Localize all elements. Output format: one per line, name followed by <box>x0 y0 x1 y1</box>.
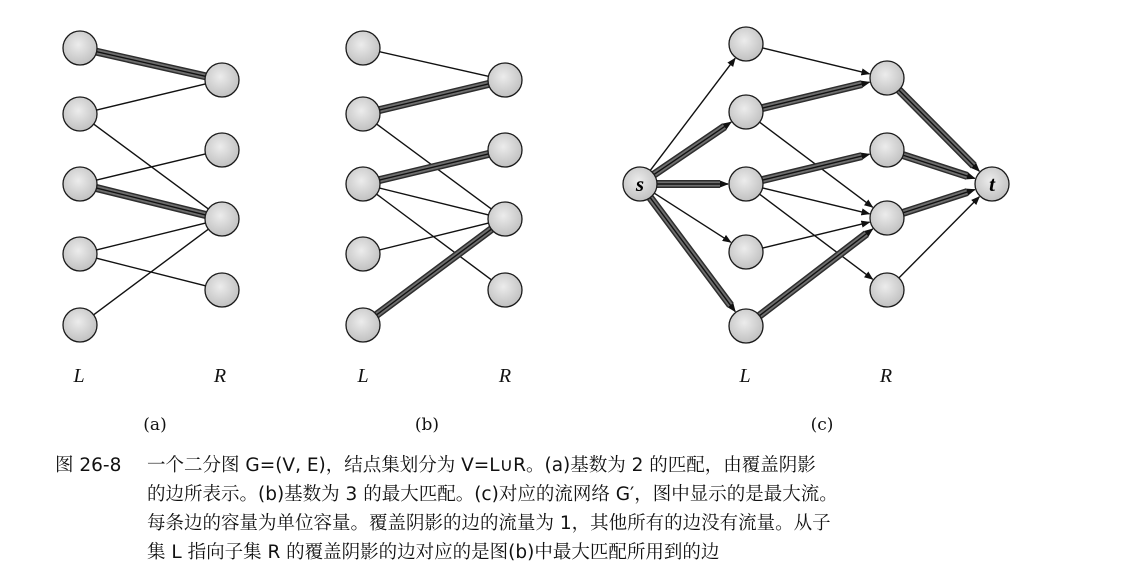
panel-c-left-set-label: L <box>739 365 751 387</box>
node-b-r4 <box>488 273 522 307</box>
node-c-r1 <box>870 61 904 95</box>
node-a-l1 <box>63 31 97 65</box>
edge-c-s-L2-line <box>654 122 731 174</box>
edge-a-L1-R1 <box>97 52 206 77</box>
node-a-l4 <box>63 237 97 271</box>
caption-line-4 <box>55 538 1115 567</box>
node-b-l3-circle <box>346 167 380 201</box>
node-a-l2-circle <box>63 97 97 131</box>
figure-caption <box>55 451 1115 567</box>
node-b-l2-circle <box>346 97 380 131</box>
edge-b-L3-R2 <box>380 154 489 180</box>
panel-a <box>63 31 239 435</box>
node-b-l4-circle <box>346 237 380 271</box>
edge-b-L3-R3 <box>380 188 489 215</box>
node-b-r1 <box>488 63 522 97</box>
edge-a-L5-R3 <box>94 229 209 315</box>
node-c-l1 <box>729 27 763 61</box>
node-a-r4 <box>205 273 239 307</box>
edge-c-s-L1-line <box>650 58 735 170</box>
panel-a-nodes <box>63 31 239 342</box>
edge-c-L3-R2-line <box>763 154 870 180</box>
edge-c-s-L2 <box>654 122 731 174</box>
edge-b-L1-R1 <box>380 52 489 77</box>
panel-a-right-set-label: R <box>213 365 227 387</box>
edge-c-s-L1 <box>650 58 735 170</box>
edge-a-L1-R1-line <box>97 52 206 77</box>
caption-text-4: 集 L 指向子集 R 的覆盖阴影的边对应的是图(b)中最大匹配所用到的边 <box>147 542 720 563</box>
node-c-l2 <box>729 95 763 129</box>
caption-line-1 <box>55 451 1115 480</box>
caption-text-2: 的边所表示。(b)基数为 3 的最大匹配。(c)对应的流网络 G′，图中显示的是最大流。 <box>147 484 838 505</box>
node-b-r3-circle <box>488 202 522 236</box>
edge-c-R3-t <box>903 190 975 213</box>
node-a-r3-circle <box>205 202 239 236</box>
node-c-l3-circle <box>729 167 763 201</box>
panel-b-caption: (b) <box>414 415 440 435</box>
edge-c-L1-R1-line <box>763 48 870 74</box>
edge-a-L3-R2 <box>97 154 206 180</box>
edge-b-L1-R1-line <box>380 52 489 77</box>
node-a-r2-circle <box>205 133 239 167</box>
node-c-l5 <box>729 309 763 343</box>
node-b-l4 <box>346 237 380 271</box>
edge-a-L2-R1 <box>97 84 206 110</box>
edge-a-L3-R2-line <box>97 154 206 180</box>
node-b-l1-circle <box>346 31 380 65</box>
panel-b-right-set-label: R <box>498 365 512 387</box>
node-a-l1-circle <box>63 31 97 65</box>
node-a-l5-circle <box>63 308 97 342</box>
node-b-r3 <box>488 202 522 236</box>
node-c-l2-circle <box>729 95 763 129</box>
edge-c-L5-R3-line <box>759 229 872 316</box>
node-a-r1 <box>205 63 239 97</box>
figure-number: 图 26-8 <box>55 455 122 476</box>
edge-c-L1-R1 <box>763 48 870 74</box>
caption-line-3 <box>55 509 1115 538</box>
node-c-t <box>975 167 1009 201</box>
node-c-r2 <box>870 133 904 167</box>
panel-c-right-set-label: R <box>879 365 893 387</box>
panel-a-caption: (a) <box>143 415 167 435</box>
edge-a-L3-R3 <box>97 188 206 215</box>
panel-a-left-set-label: L <box>73 365 85 387</box>
edge-c-L5-R3 <box>759 229 872 316</box>
node-a-r1-circle <box>205 63 239 97</box>
node-c-s <box>623 167 657 201</box>
panel-b-nodes <box>346 31 522 342</box>
node-b-r1-circle <box>488 63 522 97</box>
node-b-l2 <box>346 97 380 131</box>
edge-c-L3-R4 <box>760 194 873 279</box>
panel-c-caption: (c) <box>810 415 834 435</box>
edge-c-R3-t-line <box>903 190 975 213</box>
panel-b-left-set-label: L <box>357 365 369 387</box>
node-b-l5-circle <box>346 308 380 342</box>
panel-a-edges <box>94 52 209 315</box>
node-c-l4-circle <box>729 235 763 269</box>
node-a-r2 <box>205 133 239 167</box>
panel-b <box>346 31 522 435</box>
panel-c-edges <box>650 48 979 316</box>
edge-b-L2-R1 <box>380 84 489 110</box>
node-c-l4 <box>729 235 763 269</box>
node-c-s-label: s <box>635 172 645 196</box>
edge-c-L2-R1-line <box>763 82 870 108</box>
edge-c-L3-R2 <box>763 154 870 180</box>
node-c-l5-circle <box>729 309 763 343</box>
edge-a-L4-R3 <box>97 223 206 250</box>
caption-line-2 <box>55 480 1115 509</box>
edge-b-L3-R2-line <box>380 154 489 180</box>
edge-a-L5-R3-line <box>94 229 209 315</box>
edge-a-L2-R1-line <box>97 84 206 110</box>
node-b-l3 <box>346 167 380 201</box>
node-a-l2 <box>63 97 97 131</box>
node-c-r4-circle <box>870 273 904 307</box>
node-a-r3 <box>205 202 239 236</box>
edge-a-L4-R3-line <box>97 223 206 250</box>
edge-c-L3-R4-line <box>760 194 873 279</box>
edge-b-L5-R3 <box>377 229 492 315</box>
node-c-t-label: t <box>989 172 995 196</box>
edge-a-L3-R3-line <box>97 188 206 215</box>
edge-c-L3-R3 <box>763 188 870 214</box>
edge-b-L2-R1-line <box>380 84 489 110</box>
edge-b-L3-R3-line <box>380 188 489 215</box>
node-b-r2 <box>488 133 522 167</box>
node-a-l4-circle <box>63 237 97 271</box>
node-c-r4 <box>870 273 904 307</box>
edge-c-s-L5 <box>650 198 735 312</box>
node-a-r4-circle <box>205 273 239 307</box>
node-c-l3 <box>729 167 763 201</box>
node-b-l1 <box>346 31 380 65</box>
node-c-r1-circle <box>870 61 904 95</box>
node-a-l5 <box>63 308 97 342</box>
node-b-l5 <box>346 308 380 342</box>
caption-text-1: 一个二分图 G=(V, E)，结点集划分为 V=L∪R。(a)基数为 2 的匹配，由覆盖阴影 <box>147 455 816 476</box>
node-b-r4-circle <box>488 273 522 307</box>
edge-c-s-L5-line <box>650 198 735 312</box>
caption-text-3: 每条边的容量为单位容量。覆盖阴影的边的流量为 1，其他所有的边没有流量。从子 <box>147 513 831 534</box>
panel-b-edges <box>377 52 492 315</box>
node-c-l1-circle <box>729 27 763 61</box>
edge-c-L2-R1 <box>763 82 870 108</box>
panel-c <box>623 27 1009 435</box>
node-c-r3-circle <box>870 201 904 235</box>
node-a-l3-circle <box>63 167 97 201</box>
node-c-r3 <box>870 201 904 235</box>
node-a-l3 <box>63 167 97 201</box>
edge-c-L3-R3-line <box>763 188 870 214</box>
node-b-r2-circle <box>488 133 522 167</box>
node-c-r2-circle <box>870 133 904 167</box>
edge-b-L5-R3-line <box>377 229 492 315</box>
